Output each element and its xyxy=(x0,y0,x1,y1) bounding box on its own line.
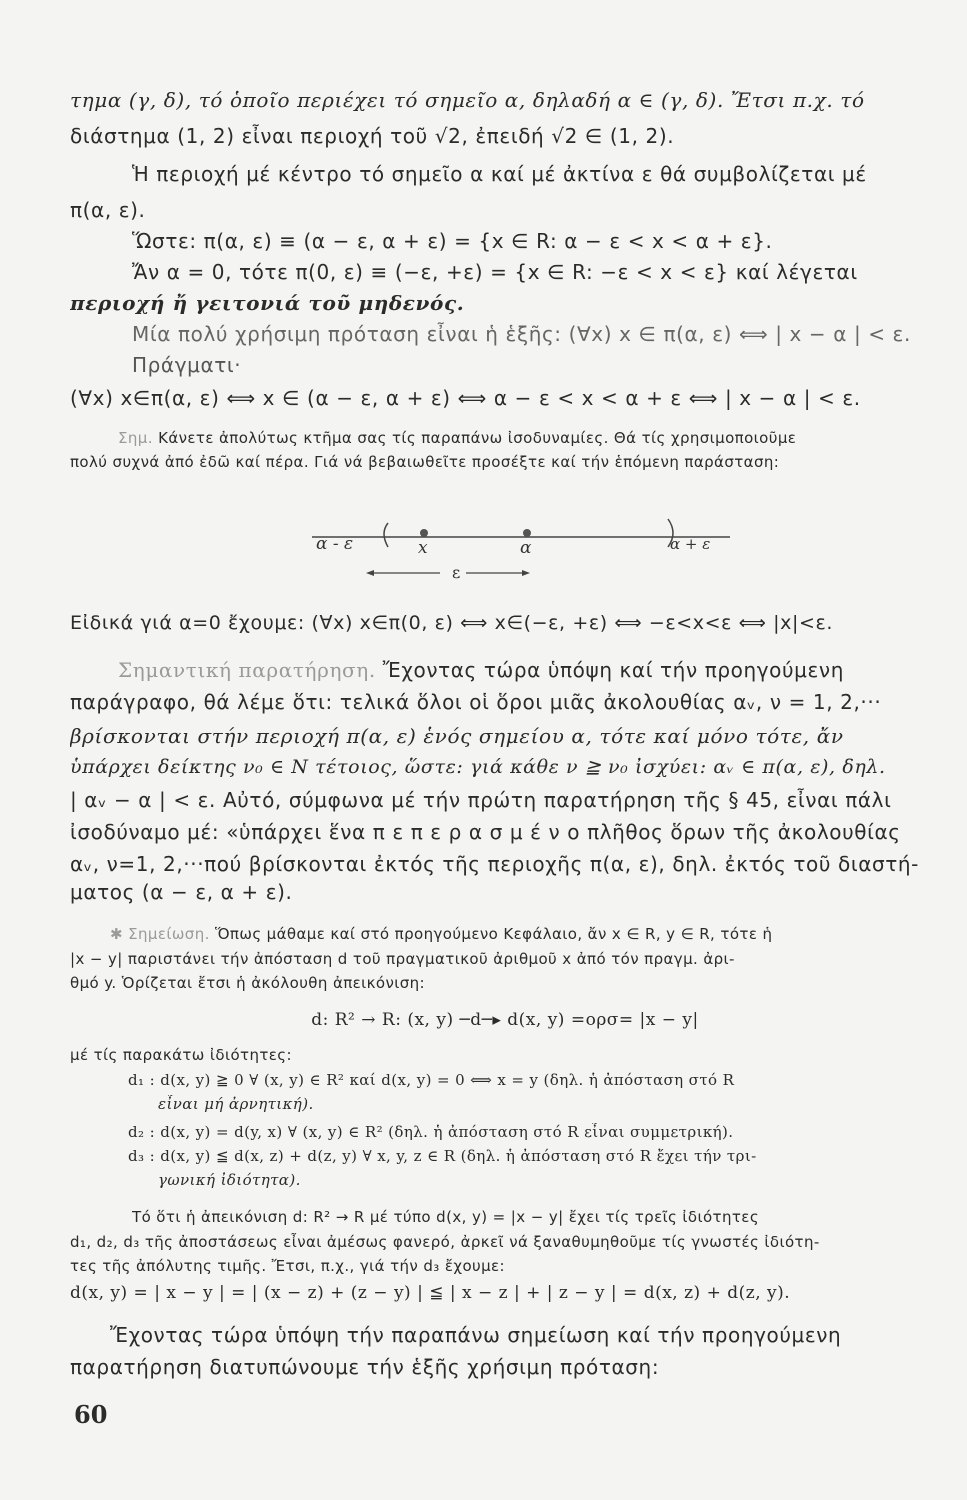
text-line: πολύ συχνά ἀπό ἐδῶ καί πέρα. Γιά νά βεβαιωθεῖτε προσέξτε καί τήν ἑπόμενη παράσταση: xyxy=(70,453,780,471)
text-line: Εἰδικά γιά α=0 ἔχουμε: (∀x) x∈π(0, ε) ⟺ x∈(−ε, +ε) ⟺ −ε<x<ε ⟺ |x|<ε. xyxy=(70,612,833,634)
x-label: x xyxy=(418,538,428,558)
remark-text: Ἔχοντας τώρα ὑπόψη καί τήν προηγούμενη xyxy=(382,658,844,682)
note-text: Ὅπως μάθαμε καί στό προηγούμενο Κεφάλαιο, ἄν x ∈ R, y ∈ R, τότε ἡ xyxy=(214,925,773,943)
left-endpoint-label: α - ε xyxy=(316,534,354,554)
note-line xyxy=(70,925,940,943)
alpha-label: α xyxy=(520,538,532,558)
note-label: ✱ Σημείωση. xyxy=(110,925,210,943)
text-line: d₁, d₂, d₃ τῆς ἀποστάσεως εἶναι ἀμέσως φανερό, ἀρκεῖ νά ξαναθυμηθοῦμε τίς γνωστές ἰδιότη- xyxy=(70,1233,820,1251)
text-line: αᵥ, ν=1, 2,···πού βρίσκονται ἐκτός τῆς περιοχῆς π(α, ε), δηλ. ἐκτός τοῦ διαστή- xyxy=(70,852,919,876)
text-line: π(α, ε). xyxy=(70,198,146,222)
property-line: d₂ : d(x, y) = d(y, x) ∀ (x, y) ∈ R² (δηλ. ἡ ἀπόσταση στό R εἶναι συμμετρική). xyxy=(128,1123,734,1141)
text-line: Ἄν α = 0, τότε π(0, ε) ≡ (−ε, +ε) = {x ∈ R: −ε < x < ε} καί λέγεται xyxy=(132,260,858,284)
text-line: Πράγματι· xyxy=(132,353,242,377)
text-line: Ἔχοντας τώρα ὑπόψη τήν παραπάνω σημείωση καί τήν προηγούμενη xyxy=(110,1323,842,1347)
text-line: εἶναι μή ἀρνητική). xyxy=(158,1095,314,1113)
alpha-point xyxy=(523,529,531,537)
property-line: d₁ : d(x, y) ≧ 0 ∀ (x, y) ∈ R² καί d(x, y) = 0 ⟺ x = y (δηλ. ἡ ἀπόσταση στό R xyxy=(128,1071,735,1089)
text-line: παρατήρηση διατυπώνουμε τήν ἑξῆς χρήσιμη πρόταση: xyxy=(70,1355,660,1379)
text-line: ὑπάρχει δείκτης ν₀ ∈ N τέτοιος, ὥστε: γιά κάθε ν ≧ ν₀ ἰσχύει: αᵥ ∈ π(α, ε), δηλ. xyxy=(70,756,886,778)
text-line: |x − y| παριστάνει τήν ἀπόσταση d τοῦ πραγματικοῦ ἀριθμοῦ x ἀπό τόν πραγμ. ἀρι- xyxy=(70,950,735,968)
text-line: βρίσκονται στήν περιοχή π(α, ε) ἑνός σημείου α, τότε καί μόνο τότε, ἄν xyxy=(70,724,844,748)
text-line: Τό ὅτι ἡ ἀπεικόνιση d: R² → R μέ τύπο d(x, y) = |x − y| ἔχει τίς τρεῖς ἰδιότητες xyxy=(132,1208,760,1226)
interval-figure xyxy=(300,505,740,595)
text-line: ματος (α − ε, α + ε). xyxy=(70,880,293,904)
page-number: 60 xyxy=(74,1400,108,1429)
text-line: Ὥστε: π(α, ε) ≡ (α − ε, α + ε) = {x ∈ R: α − ε < x < α + ε}. xyxy=(132,229,773,253)
x-point xyxy=(420,529,428,537)
arrow-head-left xyxy=(366,570,374,576)
text-line: (∀x) x∈π(α, ε) ⟺ x ∈ (α − ε, α + ε) ⟺ α − ε < x < α + ε ⟺ | x − α | < ε. xyxy=(70,386,861,410)
left-paren xyxy=(384,523,388,547)
text-line: γωνική ἰδιότητα). xyxy=(158,1171,301,1189)
note-label: Σημ. xyxy=(118,429,153,447)
text-line: τες τῆς ἀπόλυτης τιμῆς. Ἔτσι, π.χ., γιά τήν d₃ ἔχουμε: xyxy=(70,1257,506,1275)
text-line: παράγραφο, θά λέμε ὅτι: τελικά ὅλοι οἱ ὅροι μιᾶς ἀκολουθίας αᵥ, ν = 1, 2,··· xyxy=(70,690,882,714)
text-line: Ἡ περιοχή μέ κέντρο τό σημεῖο α καί μέ ἀκτίνα ε θά συμβολίζεται μέ xyxy=(132,162,867,186)
text-line: θμό y. Ὁρίζεται ἔτσι ἡ ἀκόλουθη ἀπεικόνιση: xyxy=(70,974,425,992)
remark-label: Σημαντική παρατήρηση. xyxy=(118,658,376,682)
note-line xyxy=(70,429,940,447)
formula-line: d: R² → R: (x, y) ─d─▸ d(x, y) =ορσ= |x − y| xyxy=(311,1010,699,1030)
formula-line: d(x, y) = | x − y | = | (x − z) + (z − y) | ≦ | x − z | + | z − y | = d(x, z) + d(z, y). xyxy=(70,1283,791,1303)
remark-line xyxy=(70,658,940,682)
property-line: d₃ : d(x, y) ≦ d(x, z) + d(z, y) ∀ x, y, z ∈ R (δηλ. ἡ ἀπόσταση στό R ἔχει τήν τρι- xyxy=(128,1147,757,1165)
text-line: μέ τίς παρακάτω ἰδιότητες: xyxy=(70,1046,292,1064)
radius-label: ε xyxy=(452,563,461,582)
text-line: ἰσοδύναμο μέ: «ὑπάρχει ἕνα π ε π ε ρ α σ μ έ ν ο πλῆθος ὅρων τῆς ἀκολουθίας xyxy=(70,820,901,844)
text-line: περιοχή ἤ γειτονιά τοῦ μηδενός. xyxy=(70,291,465,315)
note-text: Κάνετε ἀπολύτως κτῆμα σας τίς παραπάνω ἰσοδυναμίες. Θά τίς χρησιμοποιοῦμε xyxy=(158,429,797,447)
text-line: | αᵥ − α | < ε. Αὐτό, σύμφωνα μέ τήν πρώτη παρατήρηση τῆς § 45, εἶναι πάλι xyxy=(70,788,892,812)
text-line: διάστημα (1, 2) εἶναι περιοχή τοῦ √2, ἐπειδή √2 ∈ (1, 2). xyxy=(70,124,675,148)
text-line: Μία πολύ χρήσιμη πρόταση εἶναι ἡ ἑξῆς: (∀x) x ∈ π(α, ε) ⟺ | x − α | < ε. xyxy=(132,322,911,346)
arrow-head-right xyxy=(522,570,530,576)
right-endpoint-label: α + ε xyxy=(670,535,711,553)
text-line: τημα (γ, δ), τό ὁποῖο περιέχει τό σημεῖο α, δηλαδή α ∈ (γ, δ). Ἔτσι π.χ. τό xyxy=(70,88,865,112)
